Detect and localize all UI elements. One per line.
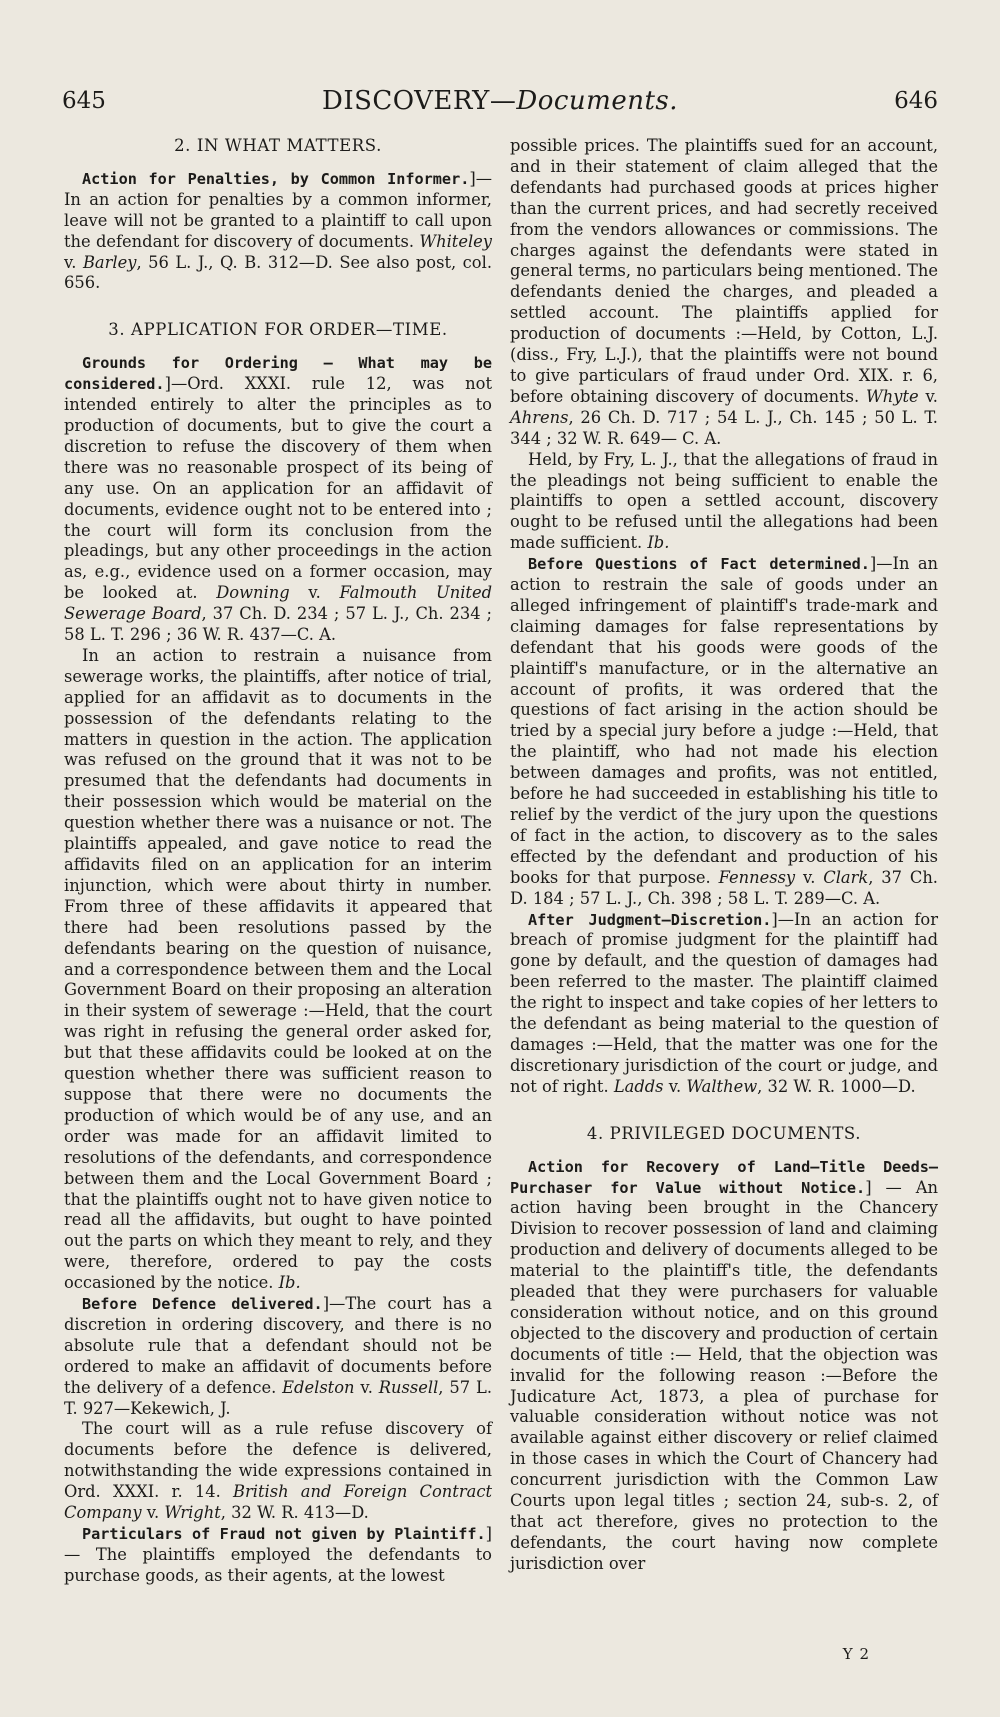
case-name: Ahrens [510,407,569,427]
section-heading-in-what-matters: 2. IN WHAT MATTERS. [174,136,382,155]
ibid-reference: Ib. [278,1273,301,1293]
case-name: Fennessy [718,867,796,887]
paragraph-heading: Grounds for Ordering — What may be considered. [64,354,492,394]
running-title-italic: Documents. [516,86,679,116]
paragraph-grounds-for-ordering: Grounds for Ordering — What may be considered.]—Ord. XXXI. rule 12, was not intended entirely to alter the principles as to production of documents, but to give the court a discretion to refuse the discovery of them when there was no reasonable prospect of its being of any use. On an application for an affidavit of documents, evidence ought not to be entered into ; the court will form its conclusion from the pleadings, but any other proceedings in the action as, e.g., evidence used on a former occasion, may be looked at. Downing v. Falmouth United Sewerage Board, 37 Ch. D. 234 ; 57 L. J., Ch. 234 ; 58 L. T. 296 ; 36 W. R. 437—C. A. [64,354,493,645]
case-name: Russell [378,1377,439,1397]
case-name: Whiteley [419,231,492,251]
paragraph-penalties-informer: Action for Penalties, by Common Informer.]— In an action for penalties by a common informer, leave will not be granted to a plaintiff to call upon the defendant for discovery of documents. Whiteley v. Barley, 56 L. J., Q. B. 312—D. See also post, col. 656. [64,168,492,293]
case-name: Walthew [686,1076,758,1096]
running-header [62,86,938,126]
paragraph-heading: Particulars of Fraud not given by Plaintiff. [82,1525,486,1543]
case-name: British and Foreign Contract Company [64,1482,492,1523]
case-name: Whyte [866,386,919,406]
paragraph-held-fry: Held, by Fry, L. J., that the allegations of fraud in the pleadings not being sufficient to enable the plaintiffs to open a settled account, discovery ought to be refused until the allegations had been made sufficient. Ib. [510,449,938,553]
paragraph-heading: Before Questions of Fact determined. [528,555,870,574]
paragraph-particulars-of-fraud: Particulars of Fraud not given by Plaintiff.]— The plaintiffs employed the defendants to purchase goods, as their agents, at the lowest [64,1524,492,1585]
right-column [510,136,938,1575]
paragraph-recovery-of-land: Action for Recovery of Land—Title Deeds—Purchaser for Value without Notice.] — An action having been brought in the Chancery Division to recover possession of land and claiming production and delivery of documents alleged to be material to the plaintiff's title, the defendants pleaded that they were purchasers for valuable consideration without notice, and on this ground objected to the discovery and production of certain documents of title :— Held, that the objection was invalid for the following reason :—Before the Judicature Act, 1873, a plea of purchase for valuable consideration without notice was not available against either discovery or relief claimed in those cases in which the Court of Chancery had concurrent jurisdiction with the Common Law Courts upon legal titles ; section 24, sub-s. 2, of that act therefore, gives no protection to the defendants, the court having now complete jurisdiction over [510,1157,938,1573]
case-name: Barley [82,252,137,272]
section-heading-privileged-documents: 4. PRIVILEGED DOCUMENTS. [586,1123,862,1143]
running-title [62,86,938,116]
left-column [64,136,492,1587]
paragraph-heading: Action for Penalties, by Common Informer. [82,169,470,188]
left-page-number: 645 [62,88,106,114]
case-name: Wright [164,1503,221,1523]
paragraph-nuisance-sewerage: In an action to restrain a nuisance from sewerage works, the plaintiffs, after notice of trial, applied for an affidavit as to documents in the possession of the defendants relating to the matters in question in the action. The application was refused on the ground that it was not to be presumed that the defendants had documents in their possession which would be material on the question whether there was a nuisance or not. The plaintiffs appealed, and gave notice to read the affidavits filed on an application for an interim injunction, which were about thirty in number. From three of these affidavits it appeared that there had been resolutions passed by the defendants bearing on the question of nuisance, and a correspondence between them and the Local Government Board on their proposing an alteration in their system of sewerage :—Held, that the court was right in refusing the general order asked for, but that these affidavits could be looked at on the question whether there was sufficient reason to suppose that there were no documents the production of which would be of any use, and an order was made for an affidavit limited to resolutions of the defendants, and correspondence between them and the Local Government Board ; that the plaintiffs ought not to have given notice to read all the affidavits, but ought to have pointed out the parts on which they meant to rely, and they were, therefore, ordered to pay the costs occasioned by the notice. Ib. [64,645,492,1293]
case-name: Downing [216,583,290,603]
right-page-number: 646 [894,88,938,114]
running-title-main: DISCOVERY— [321,86,517,116]
signature-mark: Y 2 [842,1645,870,1663]
paragraph-heading: After Judgment—Discretion. [528,910,772,929]
case-name: Ladds [613,1076,664,1096]
ibid-reference: Ib. [647,533,670,553]
paragraph-after-judgment: After Judgment—Discretion.]—In an action for breach of promise judgment for the plaintiff had gone by default, and the question of damages had been referred to the master. The plaintiff claimed the right to inspect and take copies of her letters to the defendant as being material to the question of damages :—Held, that the matter was one for the discretionary jurisdiction of the court or judge, and not of right. Ladds v. Walthew, 32 W. R. 1000—D. [510,909,938,1096]
paragraph-fraud-continued: possible prices. The plaintiffs sued for an account, and in their statement of claim alleged that the defendants had purchased goods at prices higher than the current prices, and had secretly received from the vendors allowances or commissions. The charges against the defendants were stated in general terms, no particulars being mentioned. The defendants denied the charges, and pleaded a settled account. The plaintiffs applied for production of documents :—Held, by Cotton, L.J. (diss., Fry, L.J.), that the plaintiffs were not bound to give particulars of fraud under Ord. XIX. r. 6, before obtaining discovery of documents. Whyte v. Ahrens, 26 Ch. D. 717 ; 54 L. J., Ch. 145 ; 50 L. T. 344 ; 32 W. R. 649— C. A. [510,136,938,448]
paragraph-heading: Before Defence delivered. [82,1295,323,1314]
case-name: Falmouth United Sewerage Board [64,583,493,624]
paragraph-heading: Action for Recovery of Land—Title Deeds—Purchaser for Value without Notice. [510,1157,938,1197]
case-name: Clark [823,867,869,887]
case-name: Edelston [282,1377,355,1397]
paragraph-refuse-discovery: The court will as a rule refuse discovery of documents before the defence is delivered, notwithstanding the wide expressions contained in Ord. XXXI. r. 14. British and Foreign Contract Company v. Wright, 32 W. R. 413—D. [64,1419,492,1523]
paragraph-before-defence: Before Defence delivered.]—The court has a discretion in ordering discovery, and there is no absolute rule that a defendant should not be ordered to make an affidavit of documents before the delivery of a defence. Edelston v. Russell, 57 L. T. 927—Kekewich, J. [64,1294,492,1418]
paragraph-before-questions-of-fact: Before Questions of Fact determined.]—In an action to restrain the sale of goods under an alleged infringement of plaintiff's trade-mark and claiming damages for false representations by defendant that his goods were goods of the plaintiff's manufacture, or in the alternative an account of profits, it was ordered that the questions of fact arising in the action should be tried by a special jury before a judge :—Held, that the plaintiff, who had not made his election between damages and profits, was not entitled, before he had succeeded in establishing his title to relief by the verdict of the jury upon the questions of fact in the action, to discovery as to the sales effected by the defendant and production of his books for that purpose. Fennessy v. Clark, 37 Ch. D. 184 ; 57 L. J., Ch. 398 ; 58 L. T. 289—C. A. [510,554,939,908]
section-heading-application-for-order: 3. APPLICATION FOR ORDER—TIME. [108,320,448,340]
